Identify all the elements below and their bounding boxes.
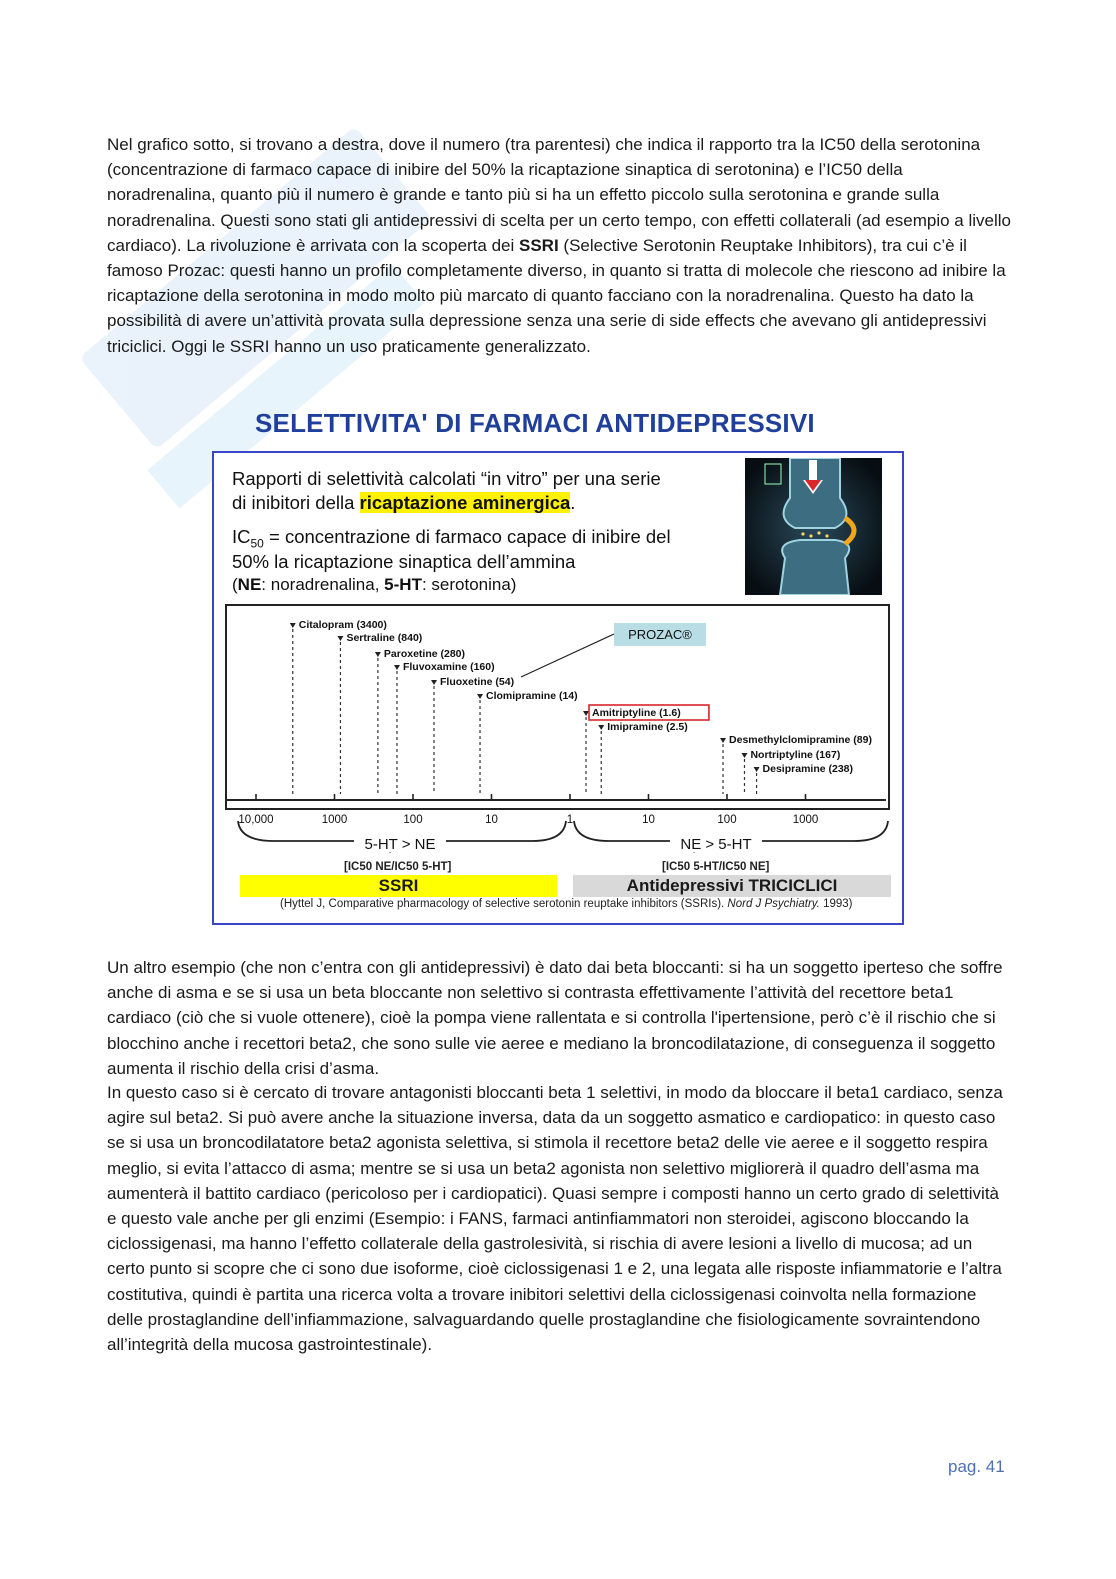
x-tick-label: 100 [717,814,737,826]
figure-intro-line-1: Rapporti di selettività calcolati “in vitro” per una serie [232,468,661,489]
figure-intro-line-4: 50% la ricaptazione sinaptica dell’ammina [232,551,576,572]
paragraph-2: Un altro esempio (che non c’entra con gli antidepressivi) è dato dai beta bloccanti: si ha un soggetto iperteso che soffre anche di asma e se si usa un beta bloccante non selettivo si contrasta effettivamente l’attività del recettore beta1 cardiaco (ciò che si vuole ottenere), cioè la pompa viene rallentata e si controlla l'ipertensione, però c’è il rischio che si blocchino anche i recettori beta2, che sono sulle vie aeree e mediano la broncodilatazione, di conseguenza il soggetto aumenta il rischio della crisi d’asma. [107,958,1003,1078]
x-tick-label: 1000 [792,814,819,826]
drug-label: Paroxetine (280) [383,648,466,660]
drug-label: Fluoxetine (54) [440,676,515,688]
drug-marker [337,636,343,641]
drug-marker [583,711,589,716]
x-tick-label: 10,000 [238,814,274,826]
drug-label: Imipramine (2.5) [607,721,688,733]
figure-frame [212,451,904,925]
drug-marker [477,694,483,699]
paragraph-1: Nel grafico sotto, si trovano a destra, dove il numero (tra parentesi) che indica il rapporto tra la IC50 della serotonina (concentrazione di farmaco capace di inibire del 50% la ricaptazione sinaptica di serotonina) e l’IC50 della noradrenalina, quanto più il numero è grande e tanto più si ha un effetto piccolo sulla serotonina e grande sulla noradrenalina. Questi sono stati gli antidepressivi di scelta per un certo tempo, con effetti collaterali (ad esempio a livello cardiaco). La rivoluzione è arrivata con la scoperta dei SSRI (Selective Serotonin Reuptake Inhibitors), tra cui c’è il famoso Prozac: questi hanno un profilo completamente diverso, in quanto si tratta di molecole che riescono ad inibire la ricaptazione della serotonina in modo molto più marcato di quanto facciano con la noradrenalina. Questo ha dato la possibilità di avere un’attività provata sulla depressione senza una serie di side effects che avevano gli antidepressivi triciclici. Oggi le SSRI hanno un uso praticamente generalizzato. [107,135,1012,356]
left-direction-label: 5-HT > NE [364,836,436,853]
prozac-callout-label: PROZAC® [628,627,692,642]
figure-intro-line-5: (NE: noradrenalina, 5-HT: serotonina) [232,575,517,594]
drug-label: Desmethylclomipramine (89) [729,734,872,746]
x-tick-label: 1000 [321,814,348,826]
drug-label: Clomipramine (14) [486,690,578,702]
drug-marker [290,623,296,628]
highlight-ricaptazione: ricaptazione aminergica [359,492,571,513]
selectivity-chart [214,453,902,923]
drug-label: Desipramine (238) [762,763,854,775]
drug-label: Amitriptyline (1.6) [592,707,681,719]
drug-marker [754,767,760,772]
right-direction-label: NE > 5-HT [680,836,752,853]
left-ratio-label: [IC50 NE/IC50 5-HT] [344,861,452,873]
ssri-band: SSRI [240,875,557,897]
x-tick-label: 10 [642,814,655,826]
x-tick-label: 1 [566,814,574,826]
drug-marker [431,680,437,685]
paragraph-3: In questo caso si è cercato di trovare antagonisti bloccanti beta 1 selettivi, in modo da bloccare il beta1 cardiaco, senza agire sul beta2. Si può avere anche la situazione inversa, data da un soggetto asmatico e cardiopatico: in questo caso se si usa un broncodilatatore beta2 agonista selettiva, si stimola il recettore beta2 delle vie aeree e il soggetto respira meglio, si evita l’attacco di asma; mentre se si usa un beta2 agonista non selettivo migliorerà il quadro dell’asma ma aumenterà il battito cardiaco (pericoloso per i cardiopatici). Quasi sempre i composti hanno un certo grado di selettività e questo vale anche per gli enzimi (Esempio: i FANS, farmaci antinfiammatori non steroidei, agiscono bloccando la ciclossigenasi, ma hanno l’effetto collaterale della gastrolesività, si rischia di avere lesioni a livello di mucosa; ad un certo punto si scopre che ci sono due isoforme, cioè ciclossigenasi 1 e 2, una legata alle risposte infiammatorie e l’altra costitutiva, quindi è partita una ricerca volta a trovare inibitori selettivi della ciclossigenasi coinvolta nella formazione delle prostaglandine dell’infiammazione, salvaguardando quelle prostaglandine che fisiologicamente sovraintendono all’integrità della mucosa gastrointestinale). [107,1083,1003,1355]
drug-marker [720,738,726,743]
drug-label: Citalopram (3400) [298,619,387,631]
drug-label: Sertraline (840) [346,632,423,644]
figure-title: SELETTIVITA' DI FARMACI ANTIDEPRESSIVI [255,408,815,438]
drug-marker [741,753,747,758]
drug-marker [375,652,381,657]
drug-label: Fluvoxamine (160) [402,661,495,673]
right-ratio-label: [IC50 5-HT/IC50 NE] [662,861,770,873]
drug-marker [394,665,400,670]
tricyclic-band: Antidepressivi TRICICLICI [573,875,891,897]
drug-marker [598,725,604,730]
prozac-pointer [521,634,614,677]
drug-label: Nortriptyline (167) [750,749,841,761]
figure-citation: (Hyttel J, Comparative pharmacology of selective serotonin reuptake inhibitors (SSRIs). Nord J Psychiatry. 1993) [280,898,853,910]
x-tick-label: 10 [485,814,498,826]
figure-intro-line-3: $IC_{50}$ = concentrazione di farmaco capace di inibire del [232,526,671,551]
x-tick-label: 100 [403,814,423,826]
page-number: pag. 41 [948,1457,1005,1476]
figure-intro-line-2: di inibitori della ricaptazione aminergica. [232,492,576,513]
